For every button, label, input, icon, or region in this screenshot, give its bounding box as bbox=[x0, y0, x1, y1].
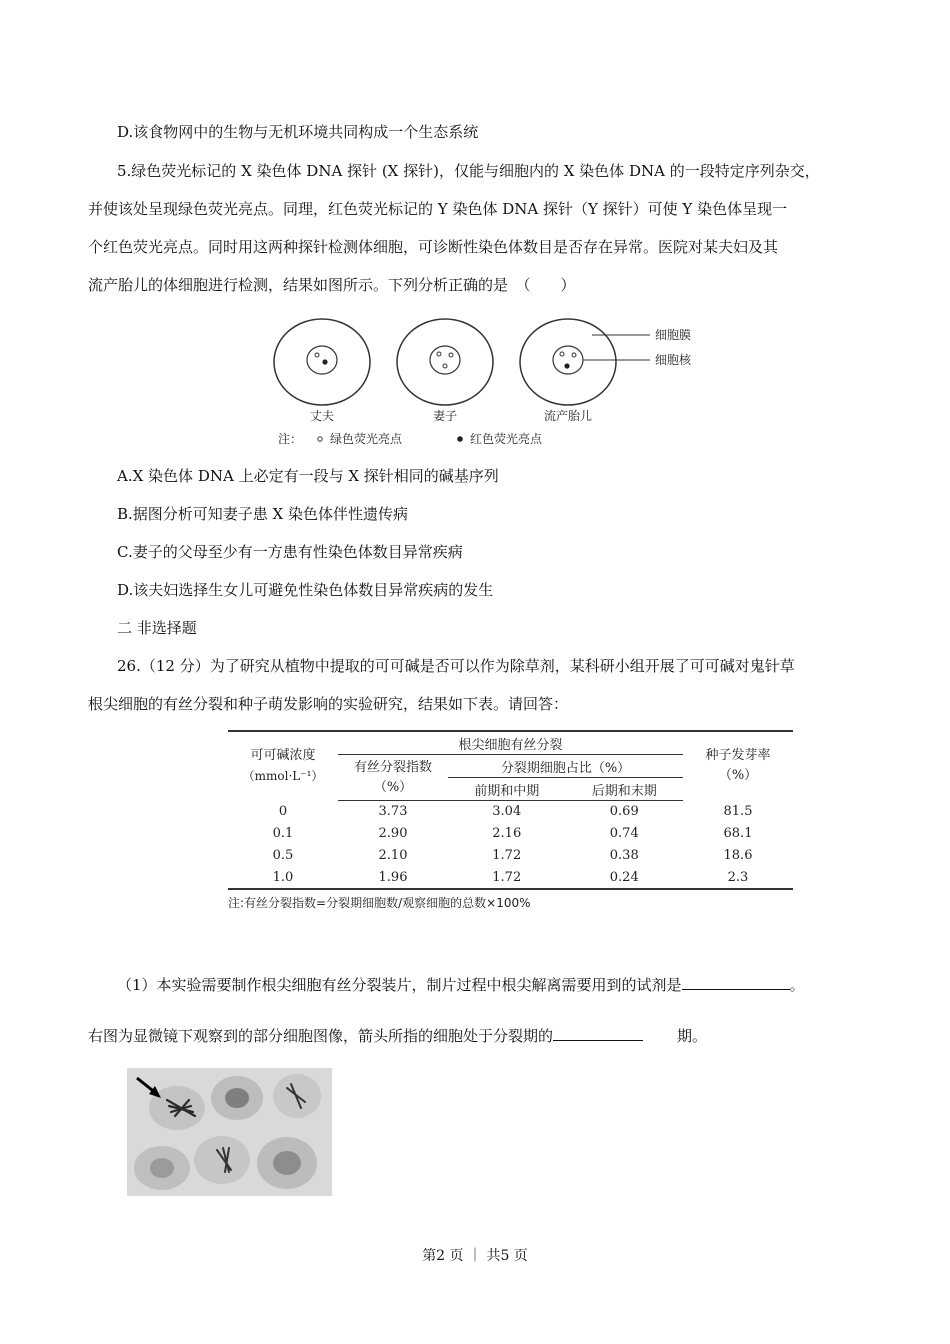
table-row: 0.1 2.90 2.16 0.74 68.1 bbox=[272, 826, 753, 841]
header-concentration: 可可碱浓度 （mmol·L⁻¹） bbox=[228, 731, 338, 801]
green-dot bbox=[315, 353, 319, 357]
header-phase-ratio: 分裂期细胞占比（%） bbox=[448, 755, 683, 778]
answer-blank-1[interactable] bbox=[682, 973, 790, 990]
cell-label-fetus: 流产胎儿 bbox=[543, 409, 593, 423]
table-row: 0 3.73 3.04 0.69 81.5 bbox=[278, 804, 753, 820]
cell-label-wife: 妻子 bbox=[432, 409, 458, 423]
cell-wife bbox=[397, 319, 493, 423]
cell-husband bbox=[274, 319, 370, 423]
microscope-image bbox=[127, 1068, 332, 1196]
header-mitotic-index: 有丝分裂指数 （%） bbox=[338, 755, 448, 801]
legend-green-dot bbox=[318, 437, 322, 441]
header-mitosis-group: 根尖细胞有丝分裂 bbox=[338, 731, 683, 755]
nucleus-label: 细胞核 bbox=[655, 353, 692, 367]
header-early-phase: 前期和中期 bbox=[448, 778, 566, 801]
table-row: 1.0 1.96 1.72 0.24 2.3 bbox=[228, 867, 793, 889]
question-5-line-1: 5.绿色荧光标记的 X 染色体 DNA 探针 (X 探针)，仅能与细胞内的 X 染色体 DNA 的一段特定序列杂交， bbox=[117, 162, 820, 180]
legend-red-dot bbox=[457, 436, 463, 442]
header-germination: 种子发芽率 （%） bbox=[683, 731, 793, 801]
legend-red-label: 红色荧光亮点 bbox=[470, 432, 543, 446]
option-d: D.该夫妇选择生女儿可避免性染色体数目异常疾病的发生 bbox=[117, 581, 494, 599]
membrane-label: 细胞膜 bbox=[655, 328, 692, 342]
question-26-line-2: 根尖细胞的有丝分裂和种子萌发影响的实验研究，结果如下表。请回答： bbox=[88, 695, 569, 713]
green-dot bbox=[449, 353, 453, 357]
page-footer: 第2 页 ｜ 共5 页 bbox=[422, 1248, 528, 1264]
cell-diagram bbox=[270, 315, 710, 455]
data-table-container bbox=[228, 730, 796, 911]
option-b: B.据图分析可知妻子患 X 染色体伴性遗传病 bbox=[117, 505, 409, 523]
option-c: C.妻子的父母至少有一方患有性染色体数目异常疾病 bbox=[117, 543, 463, 561]
option-a: A.X 染色体 DNA 上必定有一段与 X 探针相同的碱基序列 bbox=[117, 467, 499, 485]
option-d-prev: D.该食物网中的生物与无机环境共同构成一个生态系统 bbox=[117, 123, 479, 141]
data-table bbox=[228, 730, 793, 890]
header-late-phase: 后期和末期 bbox=[566, 778, 684, 801]
table-note: 注:有丝分裂指数=分裂期细胞数/观察细胞的总数×100% bbox=[228, 895, 531, 910]
green-dot bbox=[437, 352, 441, 356]
sub-question-1-line-1: （1）本实验需要制作根尖细胞有丝分裂装片，制片过程中根尖解离需要用到的试剂是 。 bbox=[117, 973, 805, 995]
green-dot bbox=[572, 353, 576, 357]
answer-blank-2[interactable] bbox=[553, 1024, 643, 1041]
question-5-line-3: 个红色荧光亮点。同时用这两种探针检测体细胞，可诊断性染色体数目是否存在异常。医院对某夫妇及其 bbox=[88, 238, 779, 256]
table-row: 0.5 2.10 1.72 0.38 18.6 bbox=[272, 848, 753, 863]
cell-fetus bbox=[520, 319, 650, 423]
section-heading: 二 非选择题 bbox=[117, 619, 197, 637]
question-5-line-4: 流产胎儿的体细胞进行检测，结果如图所示。下列分析正确的是 （ ） bbox=[88, 276, 576, 294]
question-5-line-2: 并使该处呈现绿色荧光亮点。同理，红色荧光标记的 Y 染色体 DNA 探针（Y 探针）可使 Y 染色体呈现一 bbox=[88, 200, 788, 218]
sub-question-1-line-2: 右图为显微镜下观察到的部分细胞图像，箭头所指的细胞处于分裂期的 期。 bbox=[88, 1024, 707, 1046]
figure-note-prefix: 注： bbox=[278, 432, 303, 446]
green-dot bbox=[443, 364, 447, 368]
cell-label-husband: 丈夫 bbox=[309, 409, 335, 423]
red-dot bbox=[564, 363, 569, 368]
question-26-line-1: 26.（12 分）为了研究从植物中提取的可可碱是否可以作为除草剂，某科研小组开展了可可碱对鬼针草 bbox=[117, 657, 795, 675]
legend-green-label: 绿色荧光亮点 bbox=[330, 432, 403, 446]
green-dot bbox=[560, 352, 564, 356]
red-dot bbox=[322, 359, 327, 364]
